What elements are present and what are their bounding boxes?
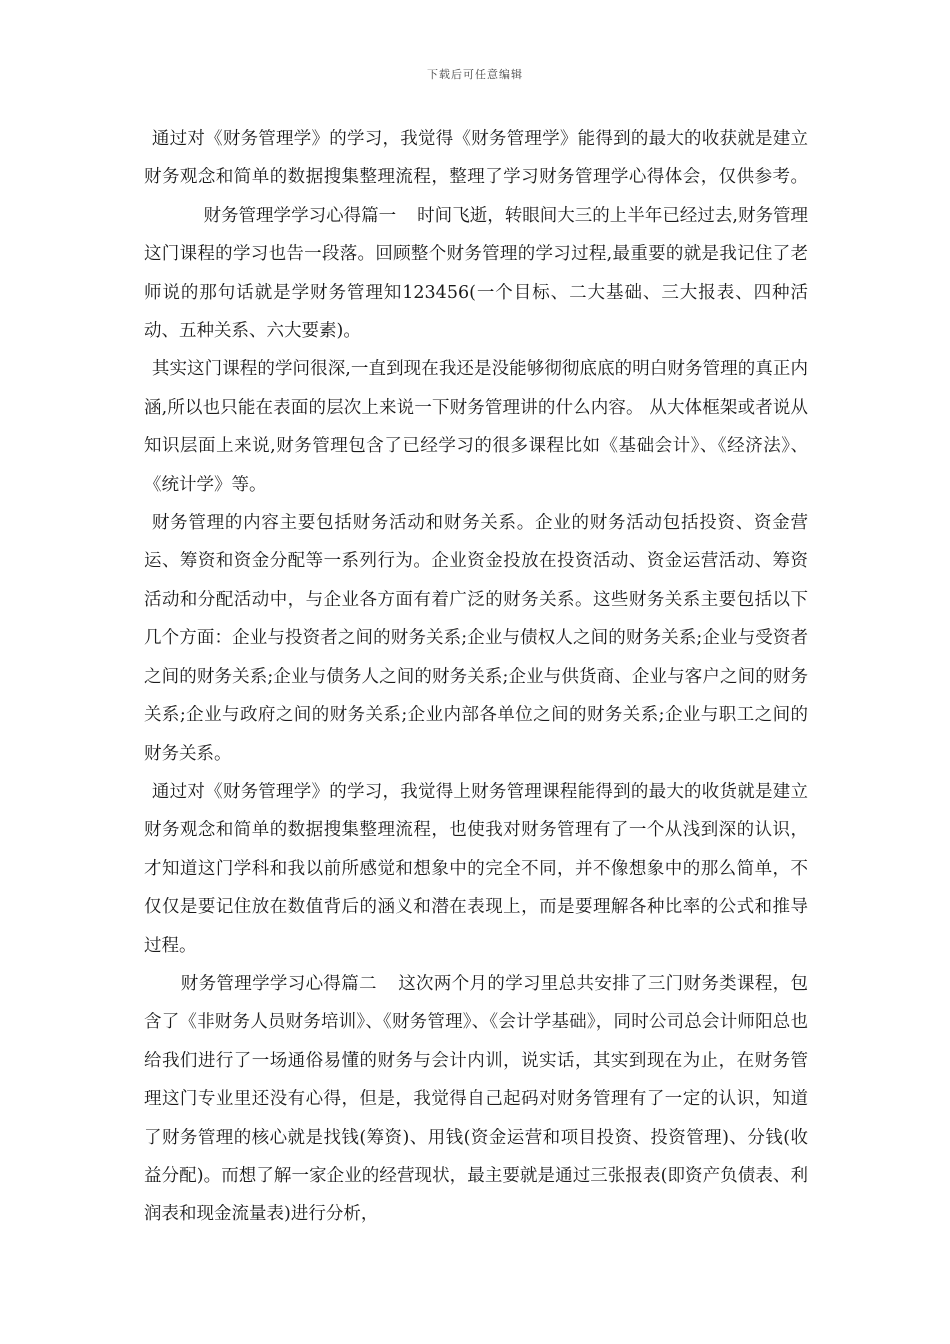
page-header: 下载后可任意编辑 [427,68,523,81]
paragraph-1 [144,120,808,350]
paragraph-1-part-a: 通过对《财务管理学》的学习，我觉得《财务管理学》能得到的最大的收获就是建立财务观念和简单的数据搜集整理流程，整理了学习财务管理学心得体会，仅供参考。 [144,129,808,188]
paragraph-5 [144,965,808,1234]
document-body [144,120,808,1234]
paragraph-5-part-a: 财务管理学学习心得篇二 [180,973,377,994]
paragraph-4: 通过对《财务管理学》的学习，我觉得上财务管理课程能得到的最大的收货就是建立财务观念和简单的数据搜集整理流程，也使我对财务管理有了一个从浅到深的认识，才知道这门学科和我以前所感觉和想象中的完全不同，并不像想象中的那么简单，不仅仅是要记住放在数值背后的涵义和潜在表现上，而是要理解各种比率的公式和推导过程。 [144,781,808,956]
paragraph-2: 其实这门课程的学问很深,一直到现在我还是没能够彻彻底底的明白财务管理的真正内涵,所以也只能在表面的层次上来说一下财务管理讲的什么内容。 从大体框架或者说从知识层面上来说,财务管理包含了已经学习的很多课程比如《基础会计》、《经济法》、《统计学》等。 [144,359,808,495]
paragraph-1-part-c: 时间飞逝，转眼间大三的上半年已经过去,财务管理这门课程的学习也告一段落。回顾整个财务管理的学习过程,最重要的就是我记住了老师说的那句话就是学财务管理知123456(一个目标、二大基础、三大报表、四种活动、五种关系、六大要素)。 [144,205,809,342]
paragraph-5-part-b: 这次两个月的学习里总共安排了三门财务类课程，包含了《非财务人员财务培训》、《财务管理》、《会计学基础》，同时公司总会计师阳总也给我们进行了一场通俗易懂的财务与会计内训，说实话，其实到现在为止，在财务管理这门专业里还没有心得，但是，我觉得自己起码对财务管理有了一定的认识，知道了财务管理的核心就是找钱(筹资)、用钱(资金运营和项目投资、投资管理)、分钱(收益分配)。而想了解一家企业的经营现状，最主要就是通过三张报表(即资产负债表、利润表和现金流量表)进行分析， [144,973,808,1225]
paragraph-3: 财务管理的内容主要包括财务活动和财务关系。企业的财务活动包括投资、资金营运、筹资和资金分配等一系列行为。企业资金投放在投资活动、资金运营活动、筹资活动和分配活动中，与企业各方面有着广泛的财务关系。这些财务关系主要包括以下几个方面：企业与投资者之间的财务关系;企业与债权人之间的财务关系;企业与受资者之间的财务关系;企业与债务人之间的财务关系;企业与供货商、企业与客户之间的财务关系;企业与政府之间的财务关系;企业内部各单位之间的财务关系;企业与职工之间的财务关系。 [144,513,808,764]
paragraph-1-part-b: 财务管理学学习心得篇一 [203,205,397,226]
